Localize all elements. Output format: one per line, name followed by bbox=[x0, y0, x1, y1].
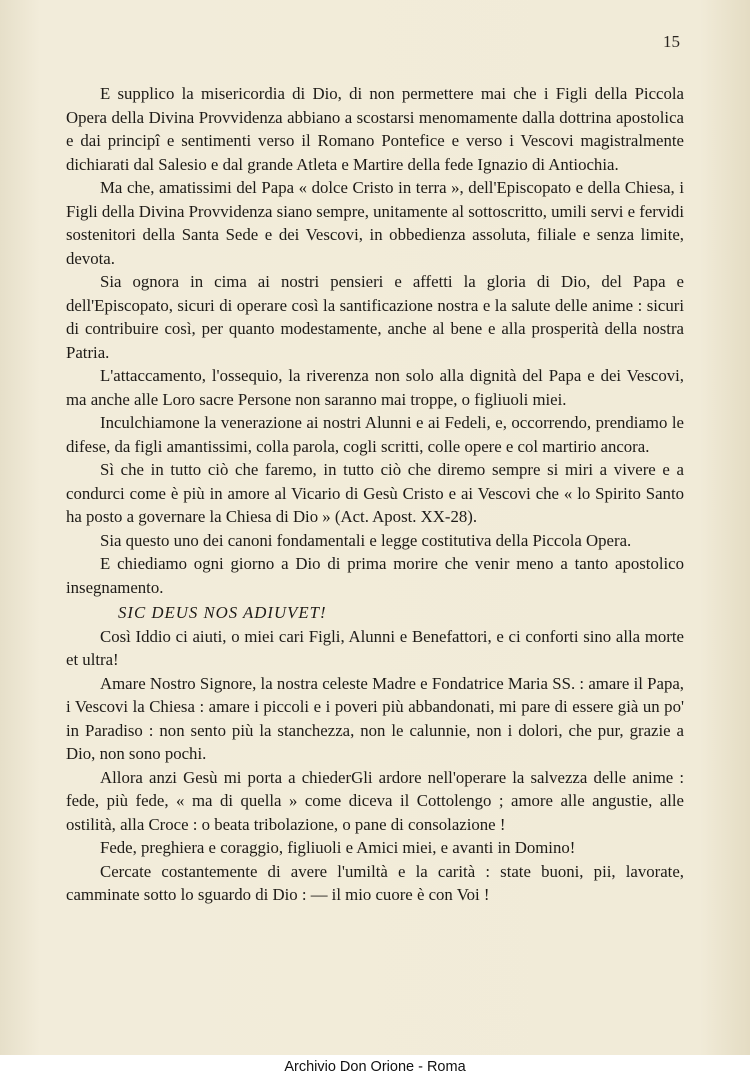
paragraph: E supplico la misericordia di Dio, di non permettere mai che i Figli della Piccola Opera della Divina Provvidenza abbiano a scostarsi menomamente dalla dottrina apostolica e dai principî e sentimenti verso il Romano Pontefice e verso i Vescovi magistralmente dichiarati dal Salesio e dal grande Atleta e Martire della fede Ignazio di Antiochia. bbox=[66, 84, 684, 174]
letter-body bbox=[66, 82, 684, 907]
paragraph: Inculchiamone la venerazione ai nostri Alunni e ai Fedeli, e, occorrendo, prendiamo le difese, da figli amantissimi, colla parola, cogli scritti, colle opere e col martirio ancora. bbox=[66, 413, 684, 456]
paragraph: Sia ognora in cima ai nostri pensieri e affetti la gloria di Dio, del Papa e dell'Episcopato, sicuri di operare così la santificazione nostra e la salute delle anime : sicuri di contribuire così, per quanto modestamente, anche al bene e alla prosperità della nostra Patria. bbox=[66, 272, 684, 362]
paragraph: Così Iddio ci aiuti, o miei cari Figli, Alunni e Benefattori, e ci conforti sino alla morte et ultra! bbox=[66, 626, 684, 669]
paragraph: L'attaccamento, l'ossequio, la riverenza non solo alla dignità del Papa e dei Vescovi, ma anche alle Loro sacre Persone non saranno mai troppe, o figliuoli miei. bbox=[66, 366, 684, 409]
archive-caption: Archivio Don Orione - Roma bbox=[0, 1055, 750, 1080]
paragraph: Sia questo uno dei canoni fondamentali e legge costitutiva della Piccola Opera. bbox=[100, 530, 632, 550]
page-number: 15 bbox=[663, 32, 680, 51]
paragraph: Cercate costantemente di avere l'umiltà e la carità : state buoni, pii, lavorate, camminate sotto lo sguardo di Dio : — il mio cuore è con Voi ! bbox=[66, 861, 684, 904]
motto-heading: SIC DEUS NOS ADIUVET! bbox=[118, 603, 327, 622]
paragraph: E chiediamo ogni giorno a Dio di prima morire che venir meno a tanto apostolico insegnamento. bbox=[66, 554, 684, 597]
paragraph: Amare Nostro Signore, la nostra celeste Madre e Fondatrice Maria SS. : amare il Papa, i Vescovi la Chiesa : amare i piccoli e i poveri più abbandonati, mi pare di essere già un po' in Paradiso : non sento più la stanchezza, non le calunnie, non i dolori, che pur, grazie a Dio, non sono pochi. bbox=[66, 673, 684, 763]
paragraph: Allora anzi Gesù mi porta a chiederGli ardore nell'operare la salvezza delle anime : fede, più fede, « ma di quella » come diceva il Cottolengo ; amore alle angustie, alle ostilità, alla Croce : o beata tribolazione, o pane di consolazione ! bbox=[66, 767, 684, 834]
paragraph: Ma che, amatissimi del Papa « dolce Cristo in terra », dell'Episcopato e della Chiesa, i Figli della Divina Provvidenza siano sempre, unitamente al sottoscritto, umili servi e fervidi sostenitori della Santa Sede e dei Vescovi, in obbedienza assoluta, filiale e senza limite, devota. bbox=[66, 178, 684, 268]
paragraph: Sì che in tutto ciò che faremo, in tutto ciò che diremo sempre si miri a vivere e a condurci come è più in amore al Vicario di Gesù Cristo e ai Vescovi che « lo Spirito Santo ha posto a governare la Chiesa di Dio » (Act. Apost. XX-28). bbox=[66, 460, 684, 526]
paragraph: Fede, preghiera e coraggio, figliuoli e Amici miei, e avanti in Domino! bbox=[100, 838, 576, 857]
